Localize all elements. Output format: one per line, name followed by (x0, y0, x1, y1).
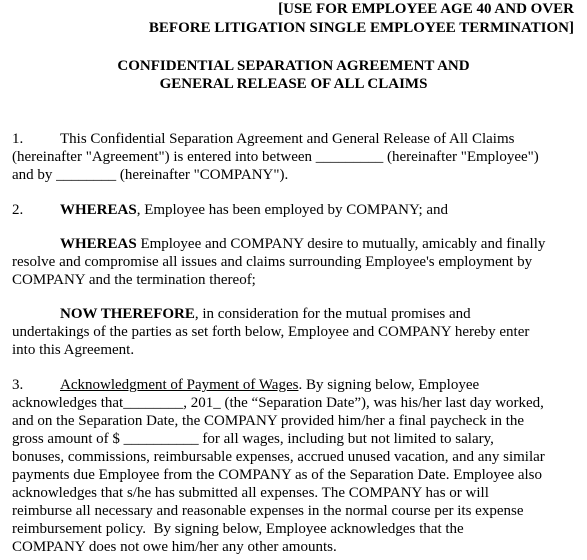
section-1-line-3: and by ________ (hereinafter "COMPANY"). (12, 167, 289, 183)
whereas-1-keyword: WHEREAS (60, 202, 137, 218)
document-title-line-2: GENERAL RELEASE OF ALL CLAIMS (159, 76, 428, 92)
section-3-line: acknowledges that s/he has submitted all expenses. The COMPANY has or will (12, 485, 489, 501)
section-2-whereas-2 (60, 235, 545, 253)
section-2-whereas-1 (12, 201, 448, 219)
usage-note-line-2: BEFORE LITIGATION SINGLE EMPLOYEE TERMINATION] (148, 20, 574, 36)
section-3-line: COMPANY does not owe him/her any other amounts. (12, 539, 337, 555)
section-3-line: and on the Separation Date, the COMPANY provided him/her a final paycheck in the (12, 413, 525, 429)
section-3-line: gross amount of $ __________ for all wages, including but not limited to salary, (12, 431, 494, 447)
section-3-line: bonuses, commissions, reimbursable expenses, accrued unused vacation, and any similar (12, 449, 545, 465)
section-3-line: reimbursement policy. By signing below, Employee acknowledges that the (12, 521, 464, 537)
whereas-2-text: Employee and COMPANY desire to mutually, amicably and finally (136, 236, 546, 252)
section-3-line: acknowledges that________, 201_ (the “Separation Date”), was his/her last day worked, (12, 395, 544, 411)
whereas-1-text: , Employee has been employed by COMPANY; and (136, 202, 449, 218)
whereas-2-line-3: COMPANY and the termination thereof; (12, 272, 256, 288)
whereas-2-keyword: WHEREAS (60, 236, 137, 252)
section-1-line-2: (hereinafter "Agreement") is entered into between _________ (hereinafter "Employee") (12, 149, 539, 165)
now-therefore-keyword: NOW THEREFORE (60, 306, 195, 322)
now-therefore-line-2: undertakings of the parties as set forth below, Employee and COMPANY hereby enter (12, 324, 530, 340)
now-therefore-line-3: into this Agreement. (12, 342, 135, 358)
document-title-line-1: CONFIDENTIAL SEPARATION AGREEMENT AND (117, 58, 470, 74)
section-3-number: 3. (12, 377, 24, 393)
now-therefore-line-1 (60, 305, 471, 323)
section-3-line-1 (12, 376, 479, 394)
whereas-2-line-2: resolve and compromise all issues and claims surrounding Employee's employment by (12, 254, 533, 270)
section-1-text: This Confidential Separation Agreement and General Release of All Claims (60, 131, 515, 147)
section-2-number: 2. (12, 202, 24, 218)
section-3-line: payments due Employee from the COMPANY as of the Separation Date. Employee also (12, 467, 543, 483)
section-3-line: reimburse all necessary and reasonable expenses in the normal course per its expense (12, 503, 524, 519)
section-3-heading-rest: . By signing below, Employee (298, 377, 480, 393)
section-1-line-1 (12, 130, 514, 148)
usage-note-line-1: [USE FOR EMPLOYEE AGE 40 AND OVER (278, 1, 574, 17)
section-1-number: 1. (12, 131, 24, 147)
section-3-heading: Acknowledgment of Payment of Wages (60, 377, 299, 393)
now-therefore-text: , in consideration for the mutual promises and (194, 306, 471, 322)
